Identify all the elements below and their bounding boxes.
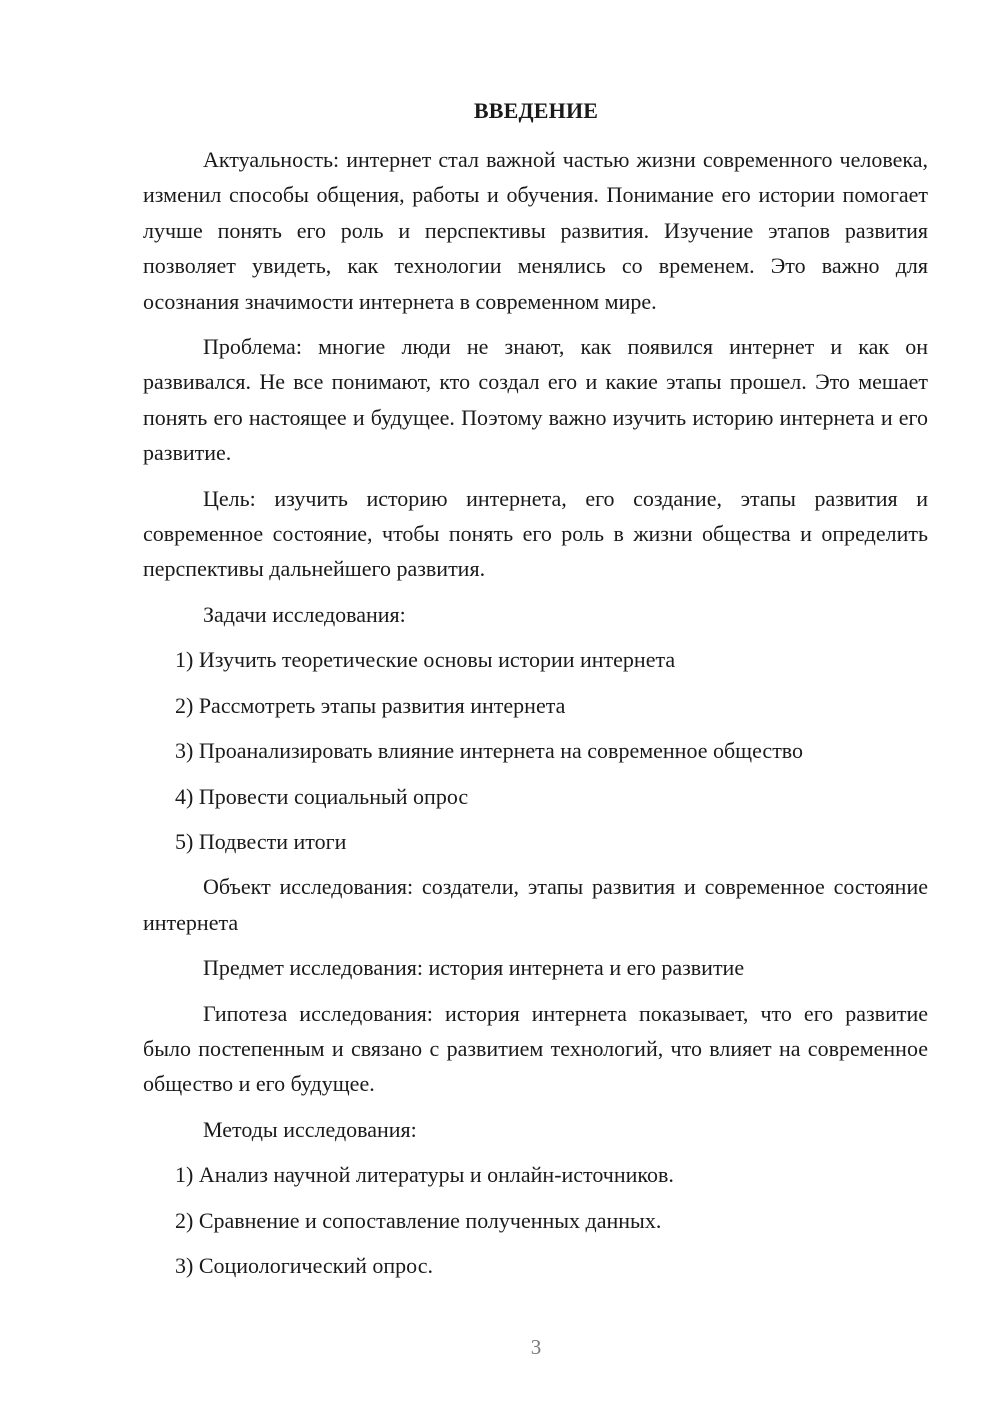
- hypothesis-paragraph: Гипотеза исследования: история интернета показывает, что его развитие было постепенным и связано с развитием технологий, что влияет на современное общество и его будущее.: [143, 1000, 928, 1097]
- subject-paragraph: Предмет исследования: история интернета и его развитие: [203, 955, 745, 981]
- task-item: 2) Рассмотреть этапы развития интернета: [175, 692, 566, 718]
- page-number: 3: [530, 1335, 542, 1359]
- task-item: 4) Провести социальный опрос: [175, 783, 469, 809]
- goal-paragraph: Цель: изучить историю интернета, его создание, этапы развития и современное состояние, чтобы понять его роль в жизни общества и определить перспективы дальнейшего развития.: [143, 485, 928, 582]
- method-item: 3) Социологический опрос.: [175, 1252, 433, 1278]
- section-title: ВВЕДЕНИЕ: [473, 98, 599, 123]
- object-paragraph: Объект исследования: создатели, этапы развития и современное состояние интернета: [143, 874, 928, 935]
- task-item: 5) Подвести итоги: [175, 828, 347, 854]
- tasks-heading: Задачи исследования:: [203, 601, 406, 627]
- method-item: 1) Анализ научной литературы и онлайн-источников.: [175, 1162, 674, 1188]
- methods-heading: Методы исследования:: [203, 1116, 417, 1142]
- document-body: [143, 142, 928, 1293]
- task-item: 3) Проанализировать влияние интернета на современное общество: [175, 738, 804, 764]
- problem-paragraph: Проблема: многие люди не знают, как появился интернет и как он развивался. Не все понимают, кто создал его и какие этапы прошел. Это мешает понять его настоящее и будущее. Поэтому важно изучить историю интернета и его развитие.: [143, 334, 928, 466]
- method-item: 2) Сравнение и сопоставление полученных данных.: [175, 1207, 662, 1233]
- task-item: 1) Изучить теоретические основы истории интернета: [175, 647, 676, 673]
- relevance-paragraph: Актуальность: интернет стал важной частью жизни современного человека, изменил способы общения, работы и обучения. Понимание его истории помогает лучше понять его роль и перспективы развития. Изучение этапов развития позволяет увидеть, как технологии менялись со временем. Это важно для осознания значимости интернета в современном мире.: [143, 147, 928, 314]
